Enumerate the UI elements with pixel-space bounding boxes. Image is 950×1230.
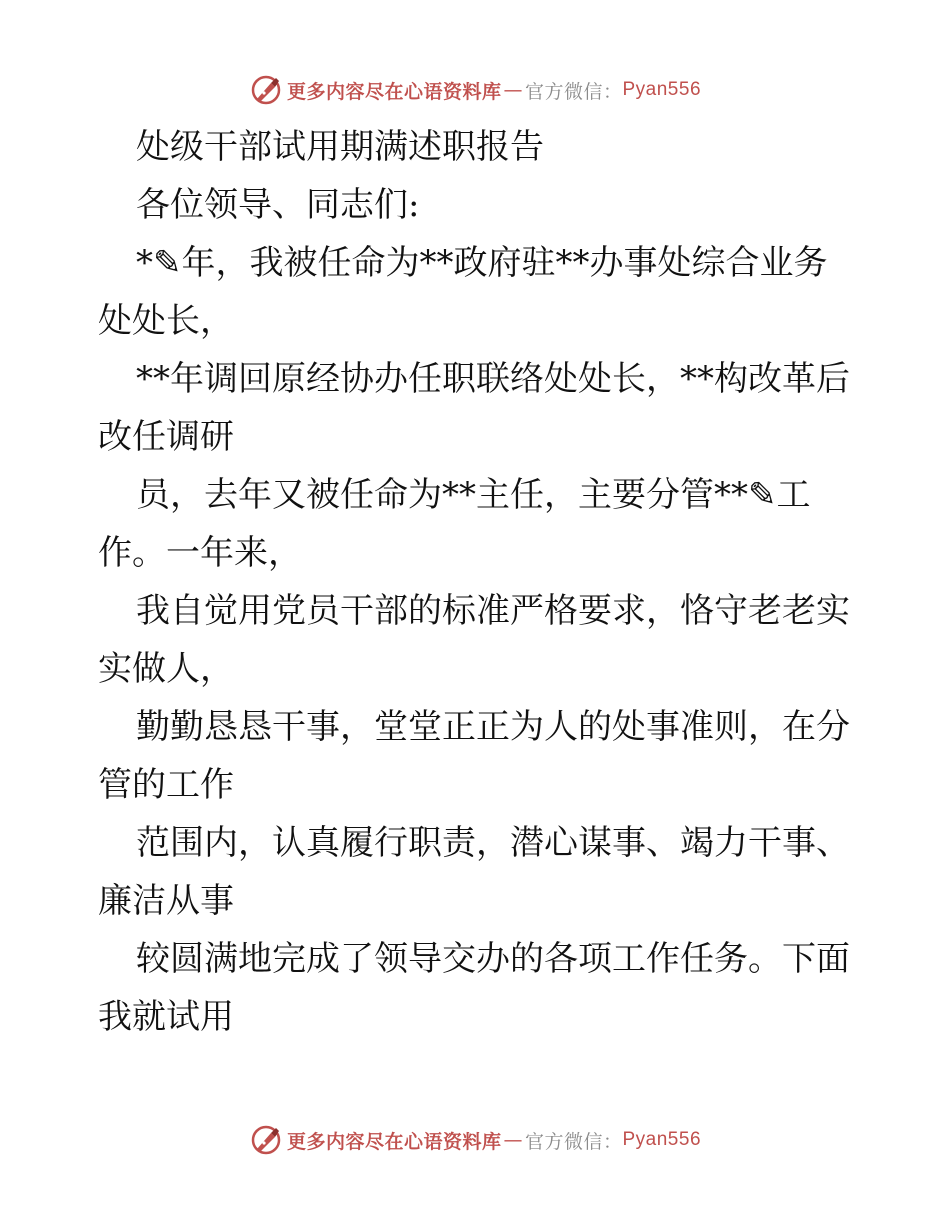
banner-wechat-label: 官方微信： (524, 1130, 623, 1153)
banner-separator: — (503, 1129, 523, 1151)
document-lines (98, 176, 868, 1046)
document-line: 员，去年又被任命为**主任，主要分管**✎工 (136, 475, 811, 515)
document-line: 处处长， (98, 301, 234, 341)
document-line: 我就试用 (98, 997, 234, 1037)
document-line: 各位领导、同志们: (136, 185, 420, 225)
document-title: 处级干部试用期满述职报告 (136, 127, 544, 167)
document-line: **年调回原经协办任职联络处处长，**构改革后 (136, 359, 850, 399)
document-line: 管的工作 (98, 765, 234, 805)
banner-wechat-id: Pyan556 (622, 1129, 702, 1150)
document-line: *✎年，我被任命为**政府驻**办事处综合业务 (136, 243, 828, 283)
header-watermark-banner (0, 70, 950, 110)
banner-wechat-id: Pyan556 (622, 79, 702, 100)
banner-wechat-label: 官方微信： (524, 80, 623, 103)
document-line: 勤勤恳恳干事，堂堂正正为人的处事准则，在分 (136, 707, 850, 747)
document-line: 改任调研 (98, 417, 234, 457)
pen-nib-logo-icon (249, 73, 283, 107)
pen-nib-logo-icon (249, 1123, 283, 1157)
document-line: 廉洁从事 (98, 881, 234, 921)
banner-separator: — (503, 79, 523, 101)
document-line: 作。一年来， (98, 533, 302, 573)
banner-brand-text: 更多内容尽在心语资料库 (286, 80, 502, 103)
banner-brand-text: 更多内容尽在心语资料库 (286, 1130, 502, 1153)
footer-watermark-banner (0, 1120, 950, 1160)
document-line: 较圆满地完成了领导交办的各项工作任务。下面 (136, 939, 850, 979)
document-line: 范围内，认真履行职责，潜心谋事、竭力干事、 (136, 823, 850, 863)
document-line: 我自觉用党员干部的标准严格要求，恪守老老实 (136, 591, 850, 631)
document-body (98, 118, 868, 1046)
document-line: 实做人， (98, 649, 234, 689)
